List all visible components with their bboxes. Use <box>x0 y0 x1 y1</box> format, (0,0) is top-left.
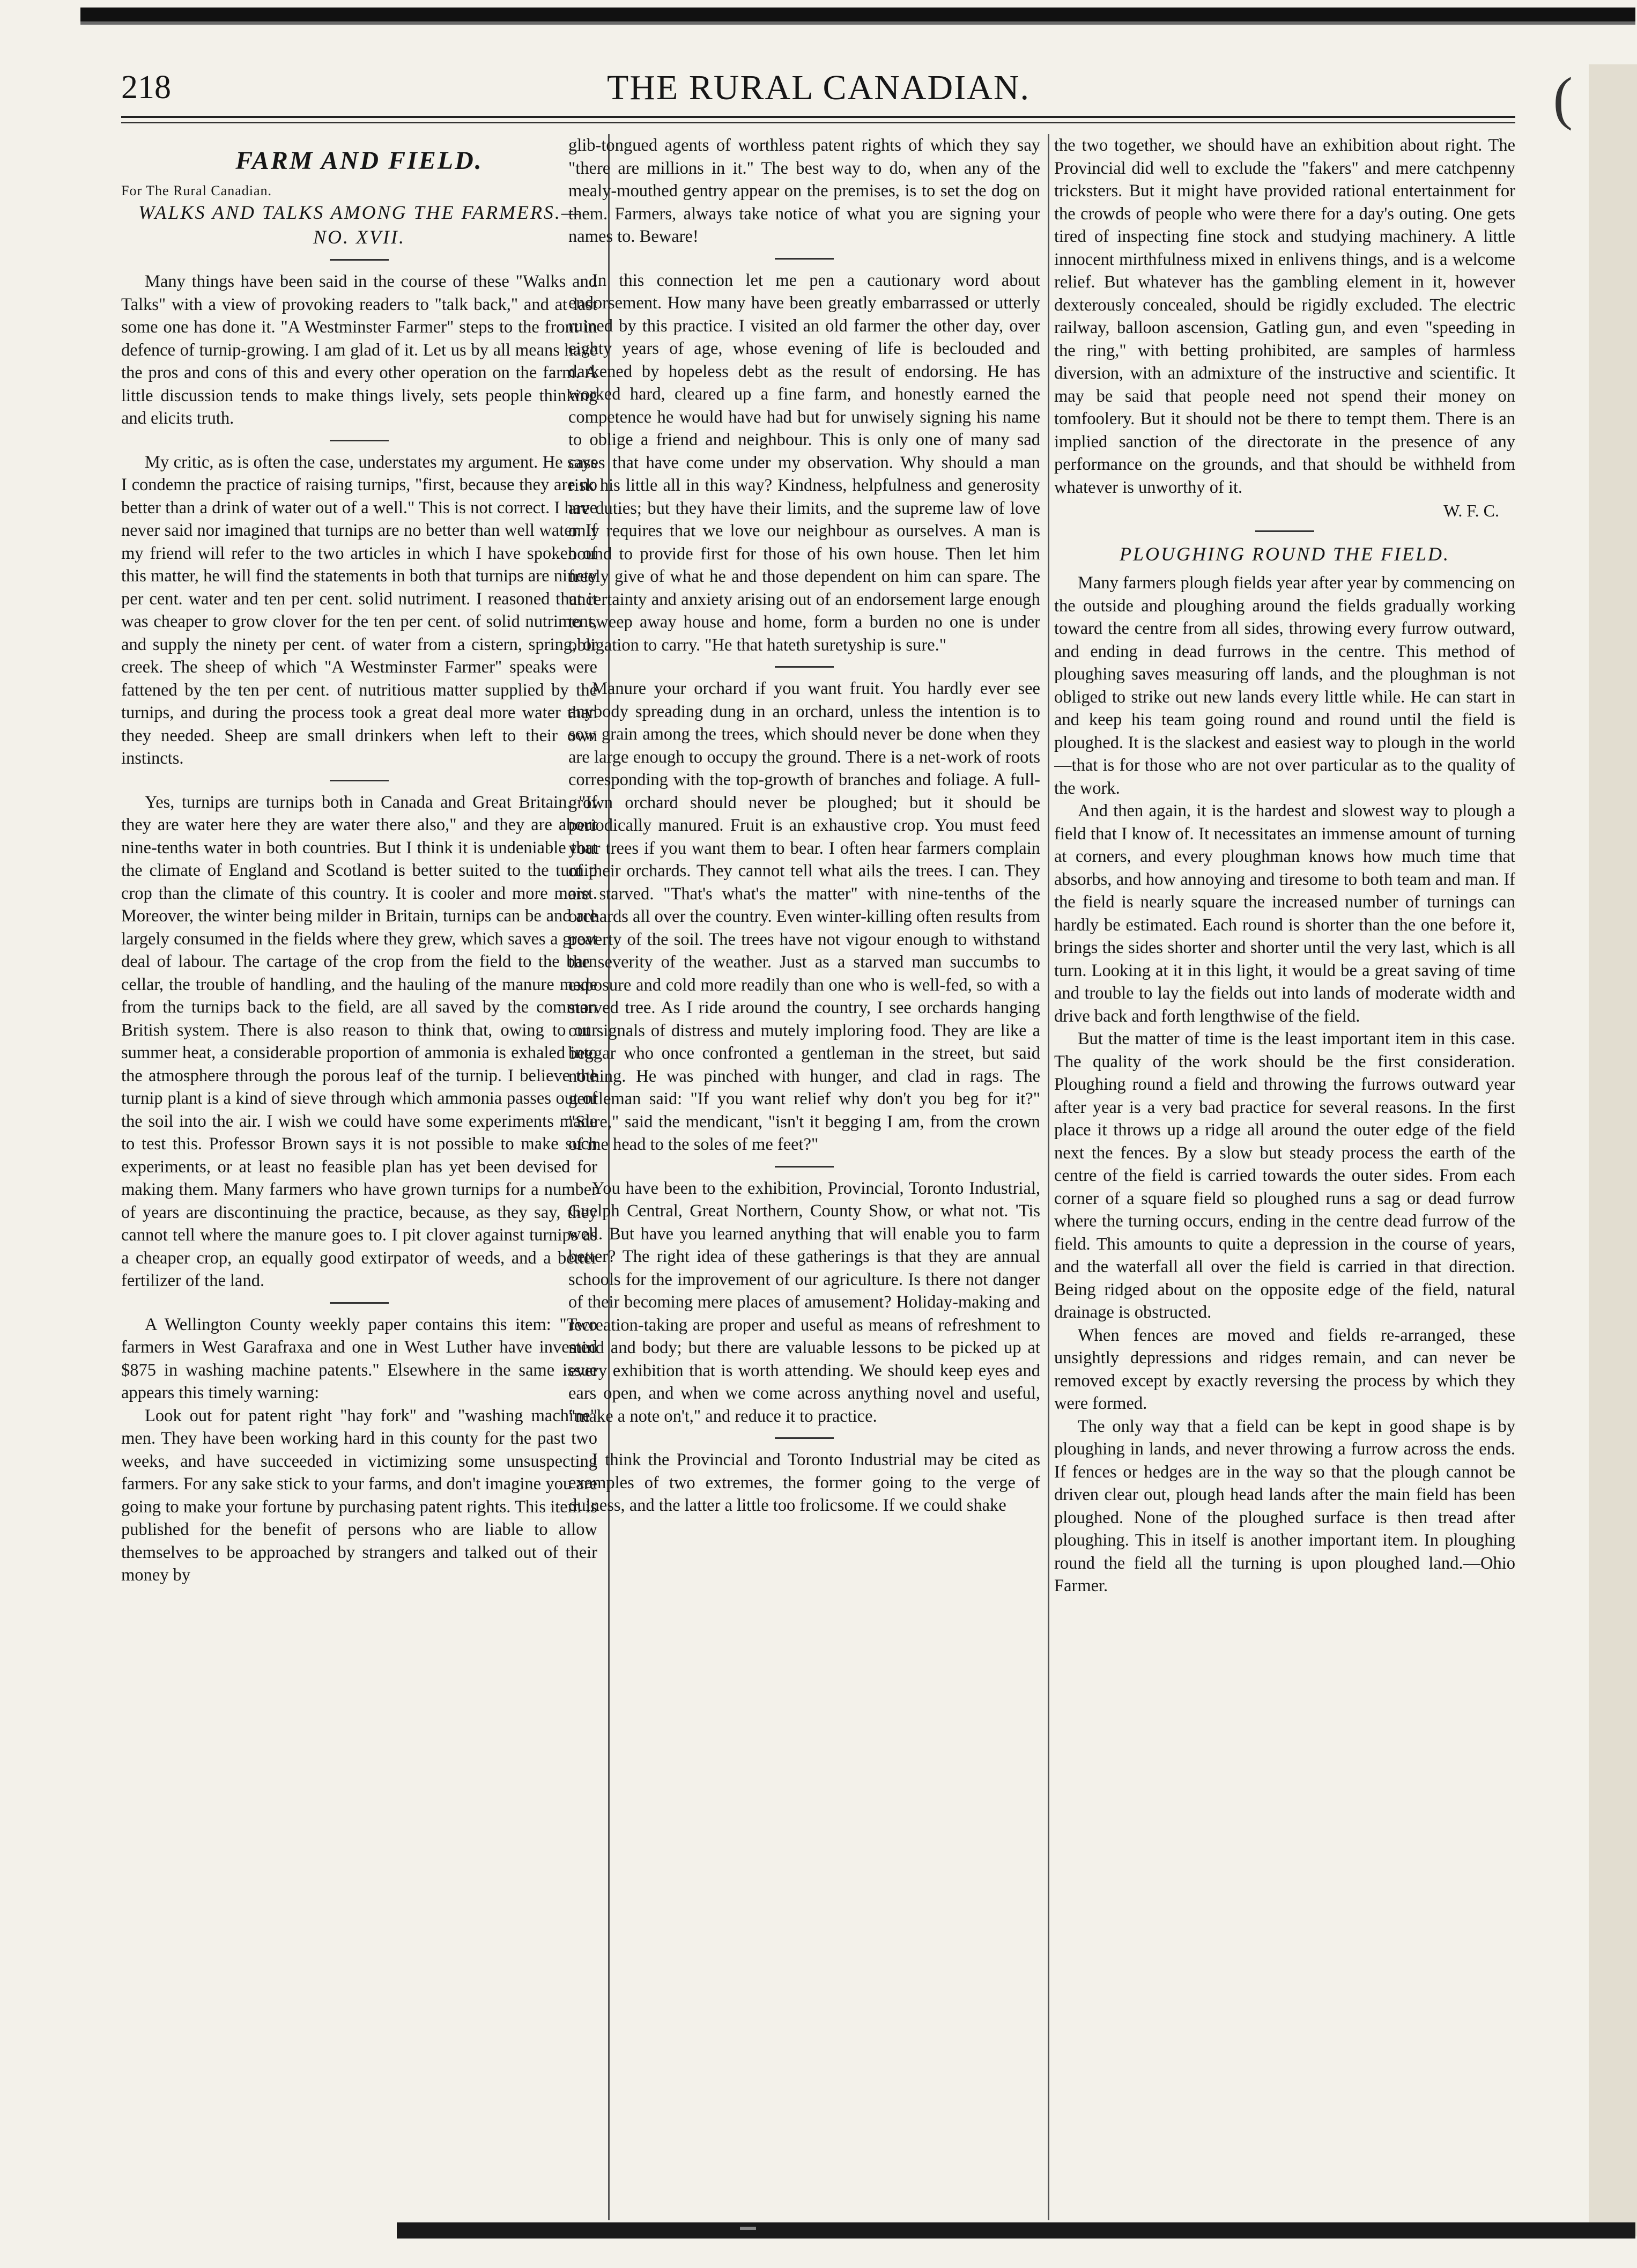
article-subtitle: WALKS AND TALKS AMONG THE FARMERS.—NO. XVII. <box>138 202 580 248</box>
paragraph: And then again, it is the hardest and slowest way to plough a field that I know of. It necessitates an immense amount of turning at corners, and every ploughman knows how much time that absorbs, and how annoying and tiresome to both team and man. If the field is nearly square the increased number of turnings can hardly be estimated. Each round is shorter than the one before it, brings the sides shorter and shorter until the very last, which is all turn. Looking at it in this light, it would be a great saving of time and trouble to lay the fields out into lands of moderate width and drive back and forth lengthwise of the field. <box>1054 801 1515 1026</box>
separator-rule <box>330 780 389 781</box>
separator-rule <box>330 259 389 261</box>
column-2 <box>568 134 1040 2220</box>
paragraph: Look out for patent right "hay fork" and "washing machine" men. They have been working hard in this county for the past two weeks, and have succeeded in victimizing some unsuspecting farmers. For any sake stick to your farms, and don't imagine you are going to make your fortune by purchasing patent rights. This item is published for the benefit of persons who are liable to allow themselves to be approached by strangers and talked out of their money by <box>121 1406 597 1585</box>
separator-rule <box>775 666 834 668</box>
running-head: THE RURAL CANADIAN. <box>606 68 1030 107</box>
paragraph: I think the Provincial and Toronto Industrial may be cited as examples of two extremes, the former going to the verge of dulness, and the latter a little too frolicsome. If we could shake <box>568 1450 1040 1515</box>
article-title-ploughing: PLOUGHING ROUND THE FIELD. <box>1120 543 1450 565</box>
paragraph: the two together, we should have an exhibition about right. The Provincial did well to exclude the "fakers" and mere catchpenny tricksters. But it might have provided rational entertainment for the crowds of people who were there for a day's outing. One gets tired of inspecting fine stock and studying machinery. A little innocent mirthfulness mixed in enlivens things, and is a welcome relief. But whatever has the gambling element in it, however dexterously concealed, should be rigidly excluded. The electric railway, balloon ascension, Gatling gun, and even "speeding in the ring," with betting prohibited, are samples of harmless diversion, with an admixture of the instructive and scientific. It may be said that people need not spend their money on tomfoolery. But it should not be there to tempt them. There is an implied sanction of the directorate in the presence of any performance on the grounds, and that should be withheld from whatever is unworthy of it. <box>1054 136 1515 497</box>
paragraph: A Wellington County weekly paper contains this item: "Two farmers in West Garafraxa and one in West Luther have invested $875 in washing machine patents." Elsewhere in the same issue appears this timely warning: <box>121 1314 597 1402</box>
separator-rule <box>775 1166 834 1168</box>
paragraph: glib-tongued agents of worthless patent rights of which they say "there are millions in it." The best way to do, when any of the mealy-mouthed gentry appear on the premises, is to set the dog on them. Farmers, always take notice of what you are signing your names to. Beware! <box>568 136 1040 246</box>
page-number: 218 <box>121 69 171 106</box>
footer-mark <box>740 2227 756 2230</box>
paragraph: But the matter of time is the least important item in this case. The quality of the work should be the first consideration. Ploughing round a field and throwing the furrows outward year after year is a very bad practice for several reasons. In the first place it throws up a ridge all around the outer edge of the field next the fences. By a slow but steady process the earth of the centre of the field is carried towards the outer sides. From each corner of a square field so ploughed runs a sag or dead furrow where the turning occurs, ending in the centre dead furrow of the field. This amounts to quite a depression in the course of years, and the waterfall all over the field is carried in that direction. Being ridged about on the opposite edge of the field, natural drainage is obstructed. <box>1054 1029 1515 1322</box>
binding-mark: ( <box>1553 65 1573 131</box>
page-edge-shadow <box>1589 64 1637 2236</box>
paragraph: Yes, turnips are turnips both in Canada and Great Britain. "If they are water here they are water there also," and they are about nine-tenths water in both countries. But I think it is undeniable that the climate of England and Scotland is better suited to the turnip crop than the climate of this country. It is cooler and more moist. Moreover, the winter being milder in Britain, turnips can be and are largely consumed in the fields where they grew, which saves a great deal of labour. The cartage of the crop from the field to the barn cellar, the trouble of handling, and the hauling of the manure made from the turnips back to the field, are all saved by the common British system. There is also reason to think that, owing to our summer heat, a considerable proportion of ammonia is exhaled into the atmosphere through the porous leaf of the turnip. I believe the turnip plant is a kind of sieve through which ammonia passes out of the soil into the air. I wish we could have some experiments made to test this. Professor Brown says it is not possible to make such experiments, or at least no feasible plan has yet been devised for making them. Many farmers who have grown turnips for a number of years are discontinuing the practice, because, as they say, they cannot tell where the manure goes to. I pit clover against turnips as a cheaper crop, an equally good extirpator of weeds, and a better fertilizer of the land. <box>121 792 597 1290</box>
top-border-shadow <box>80 21 1635 25</box>
paragraph: Many things have been said in the course of these "Walks and Talks" with a view of provoking readers to "talk back," and at last some one has done it. "A Westminster Farmer" steps to the front in defence of turnip-growing. I am glad of it. Let us by all means have the pros and cons of this and every other operation on the farm. A little discussion tends to make things lively, sets people thinking and elicits truth. <box>121 272 597 428</box>
top-border-bar <box>80 8 1635 21</box>
separator-rule <box>1255 530 1314 532</box>
paragraph: You have been to the exhibition, Provincial, Toronto Industrial, Guelph Central, Great Northern, County Show, or what not. 'Tis well. But have you learned anything that will enable you to farm better? The right idea of these gatherings is that they are annual schools for the improvement of our agriculture. Is there not danger of their becoming mere places of amusement? Holiday-making and recreation-taking are proper and useful as means of refreshment to mind and body; but there are valuable lessons to be picked up at every exhibition that is worth attending. We should keep eyes and ears open, and when we come across anything novel and useful, "make a note on't," and reduce it to practice. <box>568 1178 1040 1426</box>
paragraph: Many farmers plough fields year after year by commencing on the outside and ploughing around the fields gradually working toward the centre from all sides, throwing every furrow outward, and ending in dead furrows in the centre. This method of ploughing saves measuring off lands, and the ploughman is not obliged to strike out new lands every little while. He can start in and keep his team going round and round until the field is ploughed. It is the slackest and easiest way to plough in the world—that is for those who are not over particular as to the quality of the work. <box>1054 573 1515 798</box>
separator-rule <box>330 1302 389 1304</box>
section-title-farm-and-field: FARM AND FIELD. <box>235 146 483 175</box>
signature: W. F. C. <box>1443 501 1499 520</box>
byline: For The Rural Canadian. <box>121 183 272 198</box>
column-3 <box>1054 134 1515 2220</box>
header-rule-bottom <box>121 122 1515 123</box>
paragraph: Manure your orchard if you want fruit. You hardly ever see anybody spreading dung in an orchard, unless the intention is to sow grain among the trees, which should never be done when they are large enough to occupy the ground. There is a net-work of roots corresponding with the top-growth of branches and foliage. A full-grown orchard should never be ploughed; but it should be periodically manured. Fruit is an exhaustive crop. You must feed your trees if you want them to bear. I often hear farmers complain of their orchards. They cannot tell what ails the trees. I can. They are starved. "That's what's the matter" with nine-tenths of the orchards all over the country. Even winter-killing often results from poverty of the soil. The trees have not vigour enough to withstand the severity of the weather. Just as a starved man succumbs to exposure and cold more readily than one who is well-fed, so with a starved tree. As I ride around the country, I see orchards hanging out signals of distress and mutely imploring food. They are like a beggar who once confronted a gentleman in the street, but said nothing. He was pinched with hunger, and clad in rags. The gentleman said: "If you want relief why don't you beg for it?" "Sure," said the mendicant, "isn't it begging I am, from the crown of me head to the soles of me feet?" <box>568 679 1040 1154</box>
paragraph: When fences are moved and fields re-arranged, these unsightly depressions and ridges remain, and can never be removed except by exactly reversing the process by which they were formed. <box>1054 1325 1515 1413</box>
separator-rule <box>775 1437 834 1439</box>
separator-rule <box>775 258 834 260</box>
footer-border-bar <box>397 2222 1635 2239</box>
header-rule-top <box>121 116 1515 118</box>
paragraph: In this connection let me pen a cautionary word about endorsement. How many have been greatly embarrassed or utterly ruined by this practice. I visited an old farmer the other day, over eighty years of age, whose evening of life is beclouded and darkened by hopeless debt as the result of endorsing. He has worked hard, cleared up a fine farm, and honestly earned the competence he would have had but for unwisely signing his name to oblige a friend and neighbour. This is only one of many sad cases that have come under my observation. Why should a man risk his little all in this way? Kindness, helpfulness and generosity are duties; but they have their limits, and the supreme law of love only requires that we love our neighbour as ourselves. A man is bound to provide first for those of his own house. Then let him freely give of what he and those dependent on him can spare. The uncertainty and anxiety arising out of an endorsement large enough to sweep away house and home, form a burden no one is under obligation to carry. "He that hateth suretyship is sure." <box>568 270 1040 655</box>
paragraph: My critic, as is often the case, understates my argument. He says I condemn the practice of raising turnips, "first, because they are no better than a drink of water out of a well." This is not correct. I have never said nor imagined that turnips are no better than well water. If my friend will refer to the two articles in which I have spoken of this matter, he will find the statements in both that turnips are ninety per cent. water and ten per cent. solid nutriment. I reasoned that it was cheaper to grow clover for the ten per cent. of solid nutriment, and supply the ninety per cent. of water from a cistern, spring, or creek. The sheep of which "A Westminster Farmer" speaks were fattened by the ten per cent. of nutritious matter supplied by the turnips, and during the process took a great deal more water than they needed. Sheep are small drinkers when left to their own instincts. <box>121 452 597 768</box>
column-divider <box>1048 134 1049 2220</box>
column-1 <box>121 134 597 2220</box>
paragraph: The only way that a field can be kept in good shape is by ploughing in lands, and never throwing a furrow across the ends. If fences or hedges are in the way so that the plough cannot be driven clear out, plough head lands after the main field has been ploughed. None of the ploughed surface is then tread after ploughing. This in itself is another important item. In ploughing round the field all the turning is upon ploughed land.—Ohio Farmer. <box>1054 1416 1515 1595</box>
separator-rule <box>330 440 389 441</box>
